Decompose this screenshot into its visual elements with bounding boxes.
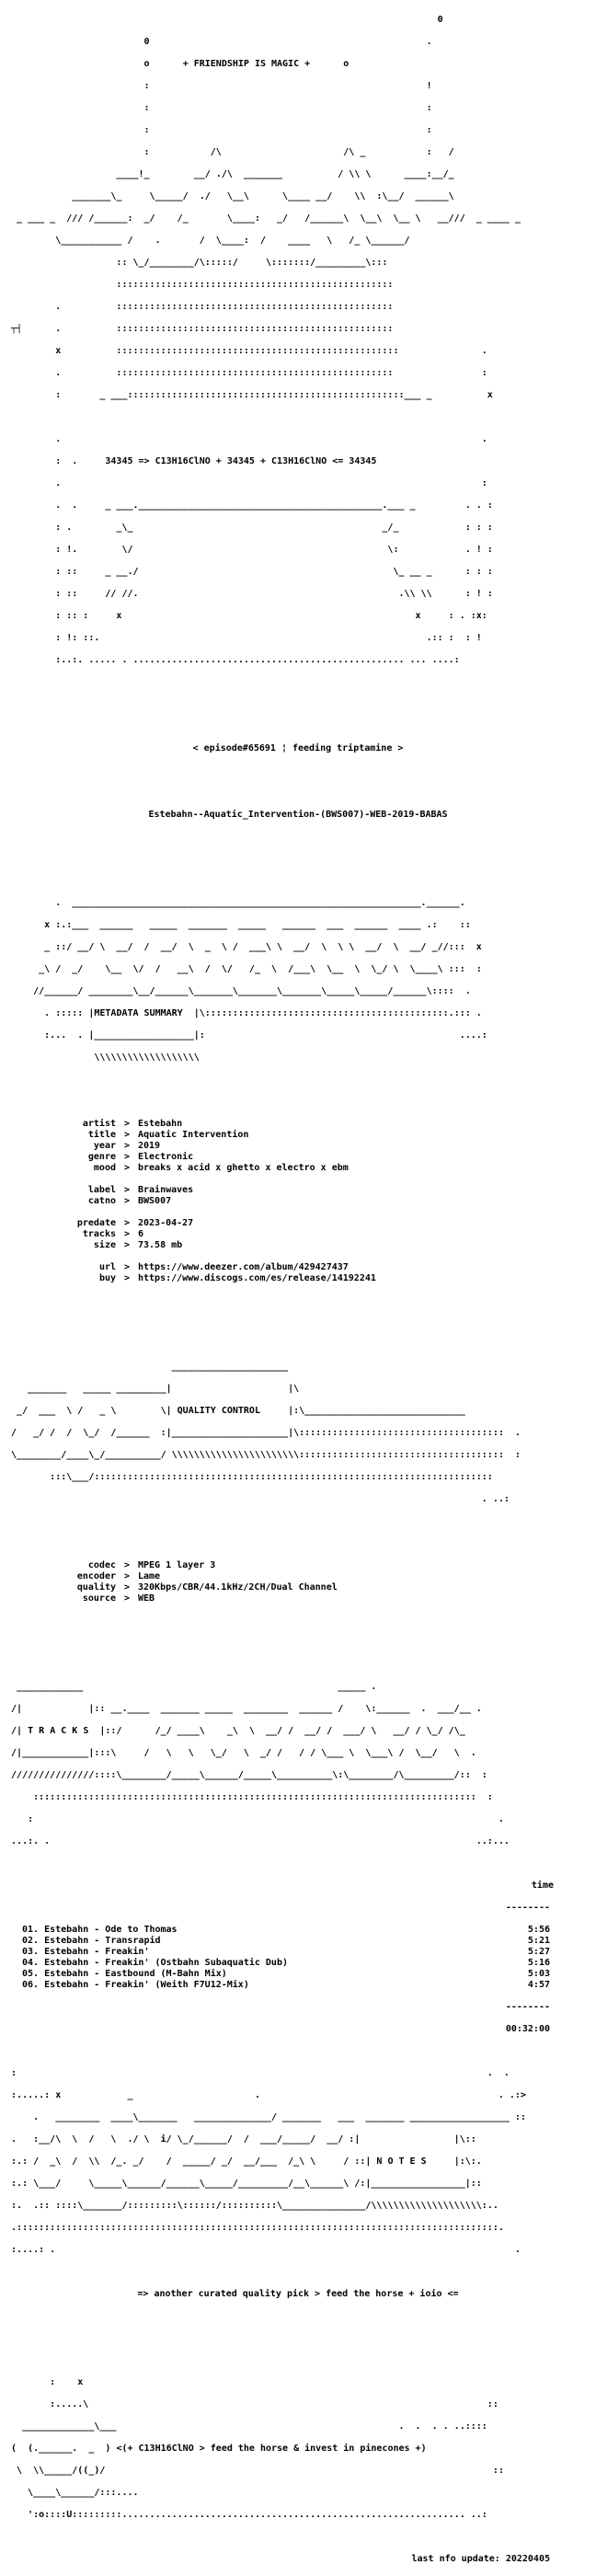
field-value: Aquatic Intervention <box>138 1130 249 1140</box>
ascii-art: : . 34345 => C13H16ClNO + 34345 + C13H16ClNO <= 34345 <box>0 456 377 466</box>
field-row-title <box>0 1130 596 1141</box>
total-underline: -------- <box>505 2002 550 2012</box>
metadata-fields <box>0 1119 596 1284</box>
track-row <box>0 1925 596 1936</box>
ascii-art: : !: ::. .:: : : ! <box>0 633 482 643</box>
field-value: https://www.discogs.com/es/release/14192241 <box>138 1273 376 1283</box>
field-separator: > <box>123 1582 131 1593</box>
last-update: last nfo update: 20220405 <box>411 2554 550 2564</box>
notes-title: N O T E S <box>376 2156 427 2167</box>
field-row-predate <box>0 1218 596 1229</box>
ascii-art: _____________________ <box>0 1362 289 1372</box>
ascii-art: \\\\\\\\\\\\\\\\\\\ <box>0 1052 200 1063</box>
field-value: 320Kbps/CBR/44.1kHz/2CH/Dual Channel <box>138 1582 338 1593</box>
track-name: 06. Estebahn - Freakin' (Weith F7U12-Mix) <box>22 1980 249 1990</box>
ascii-art: ┬┤ . :::::::::::::::::::::::::::::::::::::::::::::::::: <box>0 324 394 334</box>
track-name: 01. Estebahn - Ode to Thomas <box>22 1925 178 1935</box>
ascii-art: :....: . . <box>0 2245 521 2255</box>
ascii-art: . :::::::::::::::::::::::::::::::::::::::::::::::::: <box>0 302 394 312</box>
field-separator: > <box>123 1593 131 1604</box>
ascii-art: : /\ /\ _ : / <box>0 147 454 157</box>
formula-line: 34345 => C13H16ClNO + 34345 + C13H16ClNO <= 34345 <box>105 456 377 466</box>
ascii-art: :..:. ..... . ................................................. ... ....: <box>0 655 460 665</box>
ascii-art: . . _ ___.____________________________________________.___ _ . . : <box>0 500 493 511</box>
ascii-art: :.....\ :: <box>0 2399 499 2409</box>
track-time: 5:03 <box>527 1969 550 1979</box>
ascii-art: . :__/\ \ / \ ./ \ i/ \_/______/ / ___/_____/ __/ :| |\:: <box>0 2134 476 2145</box>
ascii-art: :::\___/:::::::::::::::::::::::::::::::::::::::::::::::::::::::::::::::::::::::: <box>0 1472 493 1482</box>
field-key: label <box>87 1185 116 1195</box>
track-time: 5:27 <box>527 1947 550 1957</box>
ascii-art: : !. \/ \: . ! : <box>0 545 493 555</box>
field-value: 2019 <box>138 1141 161 1151</box>
ascii-art: :::::::::::::::::::::::::::::::::::::::::::::::::::::::::::::::::::::::::::::::: : <box>0 1792 493 1802</box>
ascii-art: /| |:: __.____ _______ _____ ________ ______ / \:______ . ___/__ . <box>0 1704 482 1714</box>
field-row-encoder <box>0 1571 596 1582</box>
ascii-art: :. .:: ::::\_______/:::::::::\::::::/::::::::::\_______________/\\\\\\\\\\\\\\\\\\\\:.. <box>0 2201 499 2211</box>
field-separator: > <box>123 1152 131 1162</box>
field-value: WEB <box>138 1593 155 1604</box>
episode-line: < episode#65691 ¦ feeding triptamine > <box>192 743 404 753</box>
ascii-art: :::::::::::::::::::::::::::::::::::::::::::::::::: <box>0 280 394 290</box>
field-row-genre <box>0 1152 596 1163</box>
total-row <box>0 2024 596 2035</box>
ascii-art: _______ _____ _________| |\ <box>0 1384 300 1394</box>
ascii-art: \ \\_____/((_)/ :: <box>0 2466 504 2476</box>
field-separator: > <box>123 1273 131 1283</box>
field-key: encoder <box>76 1571 116 1581</box>
field-separator: > <box>123 1141 131 1151</box>
ascii-art: :... . |__________________|: ....: <box>0 1030 487 1041</box>
track-row <box>0 1936 596 1947</box>
ascii-art: ____________ _____ . <box>0 1682 377 1692</box>
field-key: tracks <box>82 1229 116 1239</box>
field-value: https://www.deezer.com/album/429427437 <box>138 1262 349 1272</box>
track-list <box>0 1925 596 1991</box>
ascii-art: ( (.______. _ ) <(+ C13H16ClNO > feed the horse & invest in pinecones +) <box>0 2444 427 2454</box>
ascii-art: \____\______/:::.... <box>0 2488 139 2498</box>
field-key: url <box>98 1262 116 1272</box>
field-key: title <box>87 1130 116 1140</box>
field-separator: > <box>123 1560 131 1570</box>
field-separator: > <box>123 1229 131 1239</box>
ascii-art: _ ::/ __/ \ __/ / __/ \ _ \ / ___\ \ __/ \ \ \ __/ \ __/ _//::: x <box>0 942 482 952</box>
ascii-art: . :::::::::::::::::::::::::::::::::::::::::::::::::: : <box>0 368 487 378</box>
total-underline-row <box>0 2002 596 2013</box>
ascii-art: . _______________________________________________________________.______. <box>0 898 465 908</box>
field-row-label <box>0 1185 596 1196</box>
field-key: predate <box>76 1218 116 1228</box>
field-key: mood <box>93 1163 116 1173</box>
ascii-art: :: \_/________/\:::::/ \:::::::/_________\::: <box>0 258 388 268</box>
time-header: time <box>531 1880 554 1891</box>
motto: + FRIENDSHIP IS MAGIC + <box>182 59 311 69</box>
field-row-quality <box>0 1582 596 1593</box>
field-key: quality <box>76 1582 116 1593</box>
field-separator: > <box>123 1218 131 1228</box>
track-name: 03. Estebahn - Freakin' <box>22 1947 150 1957</box>
ascii-art: /|____________|:::\ / \ \ \_/ \ _/ / / / \___ \ \___\ / \__/ \ . <box>0 1748 476 1758</box>
field-separator: > <box>123 1119 131 1129</box>
field-separator: > <box>123 1185 131 1195</box>
field-value: 2023-04-27 <box>138 1218 194 1228</box>
notes-text: => another curated quality pick > feed the horse + ioio <= <box>137 2289 459 2299</box>
quality-title: QUALITY CONTROL <box>177 1406 260 1416</box>
ascii-art: ///////////////::::\________/_____\______/_____\__________\:\________/\_________/:: : <box>0 1770 487 1780</box>
track-row <box>0 1947 596 1958</box>
ascii-art: /| T R A C K S |::/ /_/ ____\ _\ \ __/ / __/ / ___/ \ __/ / \_/ /\_ <box>0 1726 465 1736</box>
field-separator: > <box>123 1163 131 1173</box>
ascii-art: :.: / _\ / \\ /_. _/ / _____/ _/ __/___ /_\ \ / ::| N O T E S |:\:. <box>0 2156 482 2167</box>
ascii-art: . ::::: |METADATA SUMMARY |\::::::::::::::::::::::::::::::::::::::::::::.::: . <box>0 1008 482 1018</box>
time-underline-row <box>0 1903 596 1914</box>
ascii-art: / _/ / / \_/ /______ :|_____________________|\::::::::::::::::::::::::::::::::::::: . <box>0 1428 521 1438</box>
ascii-art: :.....: x _ . . .:> <box>0 2090 526 2100</box>
ascii-art: ...:. . ..:... <box>0 1836 510 1846</box>
field-separator: > <box>123 1240 131 1250</box>
field-key: buy <box>98 1273 116 1283</box>
field-value: MPEG 1 layer 3 <box>138 1560 216 1570</box>
field-key: genre <box>87 1152 116 1162</box>
ascii-art: . ________ ____\_______ ______________/ _______ ___ _______ __________________ :: <box>0 2112 526 2122</box>
ascii-art: : :: : x x : . :x: <box>0 611 487 621</box>
ascii-art: : ! <box>0 81 432 91</box>
ascii-art: : . <box>0 1814 504 1824</box>
field-value: BWS007 <box>138 1196 172 1206</box>
ascii-art: _/ ___ \ / _ \ \| QUALITY CONTROL |:\_____________________________ <box>0 1406 465 1416</box>
track-time: 5:16 <box>527 1958 550 1968</box>
field-separator: > <box>123 1571 131 1581</box>
ascii-art: : . . <box>0 2068 510 2078</box>
field-key: artist <box>82 1119 116 1129</box>
ascii-art: x :.:___ ______ _____ _______ _____ ______ ___ ______ ____ .: :: <box>0 920 471 930</box>
field-separator: > <box>123 1130 131 1140</box>
tracks-title: T R A C K S <box>28 1726 89 1736</box>
field-key: year <box>93 1141 116 1151</box>
field-row-codec <box>0 1560 596 1571</box>
track-name: 04. Estebahn - Freakin' (Ostbahn Subaquatic Dub) <box>22 1958 288 1968</box>
ascii-art: ':o::::U:::::::::.............................................................. ..: <box>0 2510 487 2520</box>
field-value: 73.58 mb <box>138 1240 183 1250</box>
field-row-buy <box>0 1273 596 1284</box>
time-underline: -------- <box>505 1903 550 1913</box>
field-key: size <box>93 1240 116 1250</box>
field-value: 6 <box>138 1229 144 1239</box>
metadata-title: METADATA SUMMARY <box>94 1008 183 1018</box>
ascii-art: : : <box>0 103 432 113</box>
ascii-art: : :: _ __./ \_ __ _ : : : <box>0 567 493 577</box>
ascii-art: . ..: <box>0 1494 510 1504</box>
field-row-url <box>0 1262 596 1273</box>
ascii-art: 0 . <box>0 37 432 47</box>
field-value: breaks x acid x ghetto x electro x ebm <box>138 1163 349 1173</box>
field-row-tracks <box>0 1229 596 1240</box>
ascii-art: : : <box>0 125 432 135</box>
ascii-art: \___________ / . / \____: / ____ \ /_ \______/ <box>0 236 410 246</box>
track-time: 5:56 <box>527 1925 550 1935</box>
field-key: codec <box>87 1560 116 1570</box>
last-update-row <box>0 2554 596 2565</box>
track-row <box>0 1969 596 1980</box>
field-value: Brainwaves <box>138 1185 194 1195</box>
ascii-art: : x <box>0 2377 84 2387</box>
field-value: Electronic <box>138 1152 194 1162</box>
field-key: source <box>82 1593 116 1604</box>
field-value: Lame <box>138 1571 161 1581</box>
field-row-size <box>0 1240 596 1251</box>
ascii-art: _\ / _/ \__ \/ / __\ / \/ /_ \ /___\ \__ \ \_/ \ \____\ ::: : <box>0 964 482 974</box>
footer-slogan: <(+ C13H16ClNO > feed the horse & invest in pinecones +) <box>116 2444 427 2454</box>
field-value: Estebahn <box>138 1119 183 1129</box>
ascii-art: ____!_ __/ ./\ _______ / \\ \ ____:__/_ <box>0 169 454 179</box>
ascii-art: . . <box>0 434 487 444</box>
ascii-art: : :: // //. .\\ \\ : ! : <box>0 589 493 599</box>
field-row-catno <box>0 1196 596 1207</box>
release-name: Estebahn--Aquatic_Intervention-(BWS007)-WEB-2019-BABAS <box>148 810 448 820</box>
ascii-art: 0 <box>0 15 443 25</box>
field-row-source <box>0 1593 596 1604</box>
track-name: 02. Estebahn - Transrapid <box>22 1936 161 1946</box>
total-time: 00:32:00 <box>505 2024 550 2034</box>
ascii-art: . : <box>0 478 487 489</box>
ascii-art: : . _\_ _/_ : : : <box>0 523 493 533</box>
field-separator: > <box>123 1196 131 1206</box>
ascii-art: o + FRIENDSHIP IS MAGIC + o <box>0 59 350 69</box>
ascii-art: \________/____\_/__________/ \\\\\\\\\\\\\\\\\\\\\\\::::::::::::::::::::::::::::::::::::: : <box>0 1450 521 1460</box>
ascii-art: _____________\___ . . . . ..:::: <box>0 2421 487 2432</box>
time-header-row <box>0 1880 596 1892</box>
field-row-year <box>0 1141 596 1152</box>
ascii-art: .:::::::::::::::::::::::::::::::::::::::::::::::::::::::::::::::::::::::::::::::::::::::. <box>0 2223 504 2233</box>
track-row <box>0 1958 596 1969</box>
field-row-mood <box>0 1163 596 1174</box>
track-time: 4:57 <box>527 1980 550 1990</box>
ascii-art: x ::::::::::::::::::::::::::::::::::::::::::::::::::: . <box>0 346 487 356</box>
track-time: 5:21 <box>527 1936 550 1946</box>
track-row <box>0 1980 596 1991</box>
quality-fields <box>0 1560 596 1604</box>
ascii-art: //______/ ________\__/______\_______\_______\_______\_____\_____/______\:::: . <box>0 986 471 996</box>
nfo-document <box>0 4 596 2576</box>
ascii-art: _ ___ _ /// /______: _/ /_ \____: _/ /______\ \__\ \__ \ __/// _ ____ _ <box>0 213 521 224</box>
ascii-art: :.: \___/ \_____\______/______\_____/_________/__\______\ /:|_________________|:: <box>0 2179 482 2189</box>
field-key: catno <box>87 1196 116 1206</box>
track-name: 05. Estebahn - Eastbound (M-Bahn Mix) <box>22 1969 227 1979</box>
ascii-art: : _ ___::::::::::::::::::::::::::::::::::::::::::::::::::___ _ x <box>0 390 493 400</box>
field-separator: > <box>123 1262 131 1272</box>
ascii-art: _______\_ \_____/ ./ \__\ \____ __/ \\ :\__/ ______\ <box>0 191 454 201</box>
field-row-artist <box>0 1119 596 1130</box>
